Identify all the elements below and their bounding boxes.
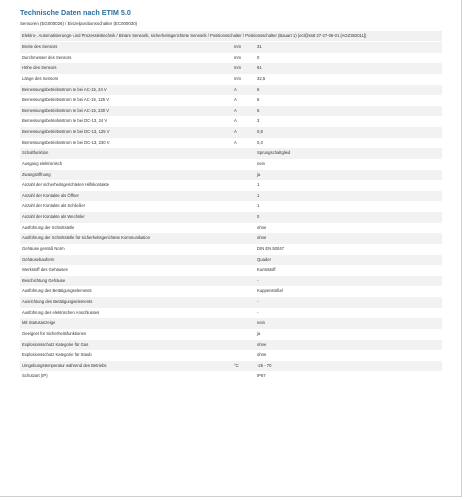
spec-unit: [232, 180, 255, 191]
spec-label: Werkstoff des Gehäuses: [22, 267, 68, 273]
table-row: [20, 63, 442, 74]
spec-label: Ausführung der Schnittstelle: [22, 224, 75, 230]
spec-table-body: [20, 42, 442, 382]
spec-label: Zwangsöffnung: [20, 170, 232, 181]
spec-unit: [232, 159, 255, 170]
spec-value: 0: [255, 212, 442, 223]
spec-label: Ausführung des elektrischen Anschlusses: [22, 309, 100, 315]
spec-value: ohne: [255, 340, 442, 351]
spec-unit: [232, 212, 255, 223]
spec-value: 61: [255, 63, 442, 74]
spec-unit: [232, 340, 255, 351]
table-row: [20, 191, 442, 202]
spec-unit: [232, 286, 255, 297]
table-row: [20, 371, 442, 382]
table-row: [20, 201, 442, 212]
spec-label: Anzahl der Kontakte als Schließer: [22, 203, 86, 209]
table-row: [20, 223, 442, 234]
table-row: [20, 233, 442, 244]
table-row: [20, 361, 442, 372]
spec-label: Bemessungsbetriebsstrom Ie bei DC-13, 230 V: [22, 139, 110, 145]
spec-unit: mm: [234, 75, 241, 81]
spec-table: [20, 42, 442, 382]
spec-unit: A: [234, 118, 237, 124]
spec-label: Bemessungsbetriebsstrom Ie bei DC-13, 24 V: [22, 118, 108, 124]
spec-unit: [232, 223, 255, 234]
table-row: [20, 95, 442, 106]
table-row: [20, 212, 442, 223]
spec-unit: mm: [234, 54, 241, 60]
spec-label: Gehäuse gemäß Norm: [22, 245, 65, 251]
spec-unit: [232, 233, 255, 244]
spec-value: DIN EN 50047: [257, 245, 284, 251]
spec-value: 32,5: [257, 75, 266, 81]
spec-unit: A: [232, 106, 255, 117]
spec-value: 6: [255, 85, 442, 96]
spec-label: Ausrichtung des Betätigungselements: [20, 297, 232, 308]
spec-value: 6: [257, 97, 260, 103]
spec-label: Bemessungsbetriebsstrom Ie bei AC-15, 125 V: [22, 97, 110, 103]
table-row: [20, 170, 442, 181]
spec-label: Schutzart (IP): [22, 373, 48, 379]
spec-value: -25 - 70: [255, 361, 442, 372]
spec-unit: °C: [232, 361, 255, 372]
spec-unit: [232, 308, 255, 319]
spec-unit: A: [232, 127, 255, 138]
spec-unit: [232, 329, 255, 340]
table-row: [20, 180, 442, 191]
spec-value: nein: [257, 160, 265, 166]
spec-label: Bemessungsbetriebsstrom Ie bei AC-15, 24 V: [20, 85, 232, 96]
spec-unit: [232, 350, 255, 361]
spec-value: Quader: [255, 255, 442, 266]
spec-value: 6: [255, 106, 442, 117]
spec-label: Anzahl der Kontakte als Öffner: [20, 191, 232, 202]
table-row: [20, 255, 442, 266]
spec-unit: [232, 201, 255, 212]
spec-value: -: [257, 309, 259, 315]
spec-label: Anzahl der sicherheitsgerichteten Hilfskontakte: [22, 182, 110, 188]
spec-unit: [232, 297, 255, 308]
table-row: [20, 340, 442, 351]
table-row: [20, 350, 442, 361]
spec-label: Ausführung der Schnittstelle für sicherheitsgerichtete Kommunikation: [20, 233, 232, 244]
spec-unit: [232, 276, 255, 287]
spec-unit: [232, 265, 255, 276]
spec-label: Schaltfunktion: [20, 148, 232, 159]
spec-unit: A: [234, 139, 237, 145]
spec-unit: A: [234, 97, 237, 103]
spec-label: Anzahl der Kontakte als Wechsler: [20, 212, 232, 223]
table-row: [20, 329, 442, 340]
spec-unit: [232, 318, 255, 329]
table-row: [20, 308, 442, 319]
spec-label: Breite des Sensors: [20, 42, 232, 53]
table-row: [20, 148, 442, 159]
spec-value: -: [255, 276, 442, 287]
spec-value: 0,3: [257, 139, 263, 145]
spec-unit: [232, 371, 255, 382]
spec-value: 31: [255, 42, 442, 53]
spec-label: Ausführung des Betätigungselements: [22, 288, 92, 294]
spec-unit: mm: [232, 63, 255, 74]
spec-label: Durchmesser des Sensors: [22, 54, 72, 60]
spec-label: Bemessungsbetriebsstrom Ie bei DC-13, 125 V: [20, 127, 232, 138]
spec-label: Gehäusebauform: [20, 255, 232, 266]
table-row: [20, 244, 442, 255]
table-row: [20, 138, 442, 149]
table-row: [20, 85, 442, 96]
spec-label: Mit Statusanzeige: [20, 318, 232, 329]
spec-value: Kuppenstößel: [257, 288, 283, 294]
table-row: [20, 276, 442, 287]
spec-value: ja: [255, 170, 442, 181]
spec-value: 1: [257, 182, 260, 188]
spec-unit: [232, 170, 255, 181]
spec-value: 0,8: [255, 127, 442, 138]
spec-label: Explosionsschutz Kategorie für Gas: [20, 340, 232, 351]
spec-label: Umgebungstemperatur während des Betriebs: [20, 361, 232, 372]
spec-value: IP67: [257, 373, 266, 379]
table-row: [20, 318, 442, 329]
spec-value: nein: [255, 318, 442, 329]
spec-value: 0: [257, 54, 260, 60]
document-subtitle: Sensoren (EG000026) / Einzelpositionsschalter (EC000030): [20, 21, 138, 26]
table-row: [20, 74, 442, 85]
spec-value: -: [255, 297, 442, 308]
table-row: [20, 116, 442, 127]
table-row: [20, 286, 442, 297]
spec-label: Ausgang elektronisch: [22, 160, 63, 166]
spec-label: Beschichtung Gehäuse: [20, 276, 232, 287]
classification-row: [20, 31, 442, 41]
table-row: [20, 53, 442, 64]
spec-unit: A: [232, 85, 255, 96]
spec-value: Sprungschaltglied: [255, 148, 442, 159]
spec-label: Geeignet für Sicherheitsfunktionen: [22, 330, 87, 336]
table-row: [20, 297, 442, 308]
table-row: [20, 159, 442, 170]
spec-label: Bemessungsbetriebsstrom Ie bei AC-15, 230 V: [20, 106, 232, 117]
table-row: [20, 265, 442, 276]
spec-unit: [232, 191, 255, 202]
spec-unit: [232, 255, 255, 266]
table-row: [20, 106, 442, 117]
table-row: [20, 127, 442, 138]
spec-value: Kunststoff: [257, 267, 276, 273]
classification-text: Elektro-, Automatisierungs- und Prozessleittechnik / Binäre Sensorik, sicherheitsgerichtete Sensorik / Positionsschalter / Positionsschalter (Bauart 1) (ecl@ss8 27-27-06-01 [AGZ382011]): [22, 33, 367, 38]
spec-label: Explosionsschutz Kategorie für Staub: [22, 352, 92, 358]
spec-unit: mm: [232, 42, 255, 53]
spec-value: ohne: [257, 224, 267, 230]
spec-unit: [232, 244, 255, 255]
spec-value: ohne: [257, 352, 267, 358]
spec-label: Länge des Sensors: [22, 75, 59, 81]
spec-value: 1: [255, 191, 442, 202]
table-row: [20, 42, 442, 53]
spec-value: ohne: [255, 233, 442, 244]
document-title: Technische Daten nach ETIM 5.0: [20, 8, 131, 17]
spec-value: 3: [257, 118, 260, 124]
spec-value: 1: [257, 203, 260, 209]
spec-unit: [232, 148, 255, 159]
spec-value: ja: [257, 330, 261, 336]
spec-label: Höhe des Sensors: [20, 63, 232, 74]
